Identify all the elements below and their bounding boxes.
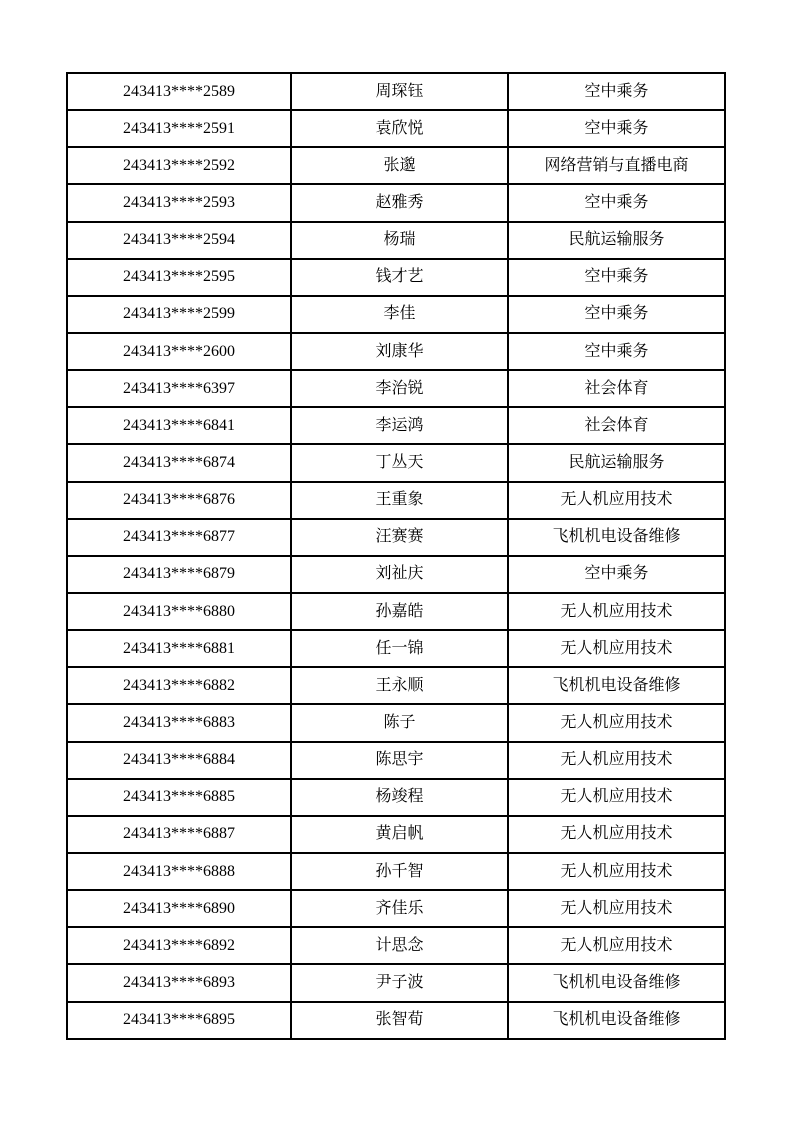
table-row [67,73,725,110]
candidate-major-cell: 无人机应用技术 [508,927,725,964]
table-row [67,742,725,779]
candidate-major-cell: 无人机应用技术 [508,890,725,927]
candidate-major-cell: 飞机机电设备维修 [508,667,725,704]
candidate-id-cell: 243413****2591 [67,110,291,147]
candidate-name-cell: 钱才艺 [291,259,508,296]
candidate-major-cell: 空中乘务 [508,184,725,221]
candidate-name-cell: 李佳 [291,296,508,333]
candidate-major-cell: 社会体育 [508,407,725,444]
table-row [67,184,725,221]
candidate-name-cell: 王重象 [291,482,508,519]
candidate-name-cell: 计思念 [291,927,508,964]
candidate-name-cell: 周琛钰 [291,73,508,110]
table-row [67,147,725,184]
candidate-name-cell: 丁丛天 [291,444,508,481]
table-row [67,704,725,741]
candidate-name-cell: 孙千智 [291,853,508,890]
candidate-name-cell: 杨竣程 [291,779,508,816]
candidate-id-cell: 243413****2589 [67,73,291,110]
candidate-name-cell: 李治锐 [291,370,508,407]
candidate-major-cell: 无人机应用技术 [508,853,725,890]
candidate-name-cell: 刘康华 [291,333,508,370]
candidate-id-cell: 243413****2600 [67,333,291,370]
candidate-name-cell: 赵雅秀 [291,184,508,221]
candidate-id-cell: 243413****6880 [67,593,291,630]
candidate-major-cell: 无人机应用技术 [508,482,725,519]
table-row [67,444,725,481]
candidate-name-cell: 杨瑞 [291,222,508,259]
candidate-id-cell: 243413****6887 [67,816,291,853]
table-row [67,853,725,890]
candidate-id-cell: 243413****6890 [67,890,291,927]
candidate-major-cell: 无人机应用技术 [508,816,725,853]
candidate-name-cell: 尹子波 [291,964,508,1001]
candidate-id-cell: 243413****6895 [67,1002,291,1039]
candidate-name-cell: 孙嘉皓 [291,593,508,630]
table-row [67,964,725,1001]
table-row [67,667,725,704]
table-row [67,779,725,816]
candidate-id-cell: 243413****2592 [67,147,291,184]
candidate-major-cell: 无人机应用技术 [508,779,725,816]
candidate-major-cell: 无人机应用技术 [508,630,725,667]
candidate-name-cell: 王永顺 [291,667,508,704]
candidate-id-cell: 243413****6883 [67,704,291,741]
candidate-major-cell: 民航运输服务 [508,222,725,259]
table-row [67,370,725,407]
table-row [67,407,725,444]
candidate-id-cell: 243413****6877 [67,519,291,556]
candidate-id-cell: 243413****2595 [67,259,291,296]
table-row [67,333,725,370]
candidate-major-cell: 社会体育 [508,370,725,407]
candidate-id-cell: 243413****6841 [67,407,291,444]
candidate-major-cell: 空中乘务 [508,73,725,110]
table-row [67,556,725,593]
candidate-id-cell: 243413****6881 [67,630,291,667]
candidate-id-cell: 243413****6893 [67,964,291,1001]
candidate-major-cell: 飞机机电设备维修 [508,1002,725,1039]
candidate-id-cell: 243413****6879 [67,556,291,593]
candidate-major-cell: 空中乘务 [508,259,725,296]
candidate-name-cell: 黄启帆 [291,816,508,853]
candidate-name-cell: 齐佳乐 [291,890,508,927]
table-row [67,110,725,147]
table-row [67,593,725,630]
roster-table [66,72,726,1040]
candidate-id-cell: 243413****6884 [67,742,291,779]
candidate-name-cell: 汪赛赛 [291,519,508,556]
candidate-id-cell: 243413****2593 [67,184,291,221]
candidate-id-cell: 243413****6876 [67,482,291,519]
table-row [67,816,725,853]
table-row [67,1002,725,1039]
table-row [67,927,725,964]
candidate-id-cell: 243413****6882 [67,667,291,704]
table-row [67,259,725,296]
candidate-major-cell: 无人机应用技术 [508,593,725,630]
candidate-major-cell: 无人机应用技术 [508,704,725,741]
table-row [67,890,725,927]
candidate-name-cell: 李运鸿 [291,407,508,444]
candidate-name-cell: 袁欣悦 [291,110,508,147]
table-row [67,519,725,556]
candidate-major-cell: 网络营销与直播电商 [508,147,725,184]
candidate-name-cell: 任一锦 [291,630,508,667]
candidate-id-cell: 243413****2599 [67,296,291,333]
candidate-name-cell: 张邈 [291,147,508,184]
candidate-major-cell: 飞机机电设备维修 [508,964,725,1001]
table-row [67,482,725,519]
candidate-name-cell: 张智荀 [291,1002,508,1039]
table-row [67,630,725,667]
candidate-major-cell: 空中乘务 [508,296,725,333]
candidate-name-cell: 陈思宇 [291,742,508,779]
candidate-id-cell: 243413****6397 [67,370,291,407]
candidate-major-cell: 空中乘务 [508,333,725,370]
candidate-major-cell: 无人机应用技术 [508,742,725,779]
candidate-id-cell: 243413****6888 [67,853,291,890]
table-row [67,222,725,259]
roster-table-body [67,73,725,1039]
candidate-major-cell: 民航运输服务 [508,444,725,481]
candidate-name-cell: 刘祉庆 [291,556,508,593]
candidate-id-cell: 243413****6885 [67,779,291,816]
candidate-id-cell: 243413****2594 [67,222,291,259]
candidate-id-cell: 243413****6874 [67,444,291,481]
candidate-name-cell: 陈子 [291,704,508,741]
candidate-major-cell: 空中乘务 [508,110,725,147]
table-row [67,296,725,333]
candidate-major-cell: 飞机机电设备维修 [508,519,725,556]
candidate-id-cell: 243413****6892 [67,927,291,964]
candidate-major-cell: 空中乘务 [508,556,725,593]
